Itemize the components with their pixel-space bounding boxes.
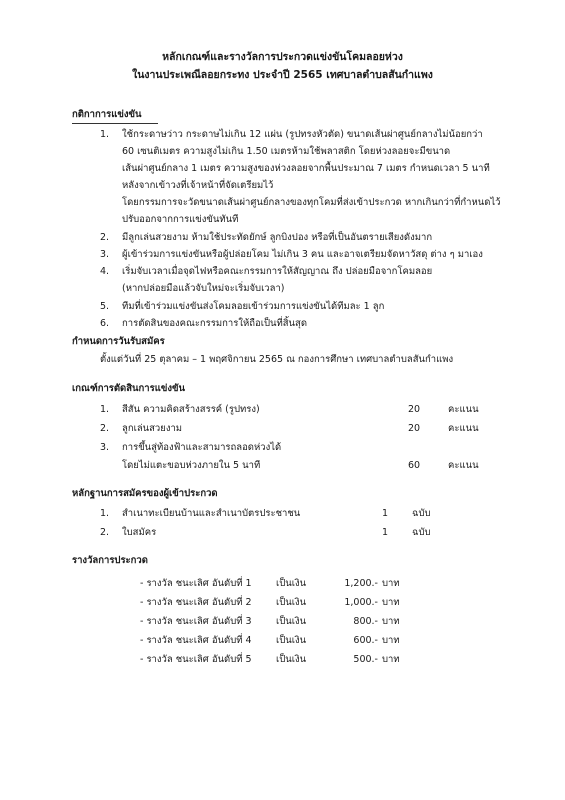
rule-5-line-1: ทีมที่เข้าร่วมแข่งขันส่งโคมลอยเข้าร่วมการแข่งขันได้ทีมละ 1 ลูก (122, 301, 385, 312)
rule-3-number: 3. (100, 249, 110, 260)
rules-heading-underline (72, 123, 158, 124)
rule-1-number: 1. (100, 129, 110, 140)
document-2-label: ใบสมัคร (122, 527, 157, 538)
rule-3-line-1: ผู้เข้าร่วมการแข่งขันหรือผู้ปล่อยโคม ไม่เกิน 3 คน และอาจเตรียมจัดหาวัสดุ ต่าง ๆ มาเอง (122, 249, 483, 260)
rule-1-line-3: เส้นผ่าศูนย์กลาง 1 เมตร ความสูงของห่วงลอยจากพื้นประมาณ 7 เมตร กำหนดเวลา 5 นาที (122, 163, 490, 174)
application-heading: กำหนดการวันรับสมัคร (72, 336, 165, 347)
criteria-2-unit: คะแนน (448, 423, 479, 434)
document-2-number: 2. (100, 527, 110, 538)
prizes-heading: รางวัลการประกวด (72, 555, 148, 566)
criteria-1-score: 20 (408, 404, 421, 415)
documents-heading: หลักฐานการสมัครของผู้เข้าประกวด (72, 488, 218, 499)
criteria-1-unit: คะแนน (448, 404, 479, 415)
criteria-heading: เกณฑ์การตัดสินการแข่งขัน (72, 383, 185, 394)
prize-3-unit: บาท (382, 616, 400, 627)
prize-2-label: - รางวัล ชนะเลิศ อันดับที่ 2 (140, 597, 252, 608)
prize-3-money: เป็นเงิน (276, 616, 307, 627)
criteria-2-number: 2. (100, 423, 110, 434)
prize-5-label: - รางวัล ชนะเลิศ อันดับที่ 5 (140, 654, 252, 665)
rule-1-line-2: 60 เซนติเมตร ความสูงไม่เกิน 1.50 เมตรห้ามใช้พลาสติก โดยห่วงลอยจะมีขนาด (122, 146, 451, 157)
rule-1-line-4: หลังจากเข้าวงที่เจ้าหน้าที่จัดเตรียมไว้ (122, 180, 274, 191)
rule-6-line-1: การตัดสินของคณะกรรมการให้ถือเป็นที่สิ้นสุด (122, 318, 307, 329)
prize-2-unit: บาท (382, 597, 400, 608)
prize-1-unit: บาท (382, 578, 400, 589)
prize-4-unit: บาท (382, 635, 400, 646)
prize-1-money: เป็นเงิน (276, 578, 307, 589)
rule-1-line-1: ใช้กระดาษว่าว กระดาษไม่เกิน 12 แผ่น (รูปทรงหัวตัด) ขนาดเส้นผ่าศูนย์กลางไม่น้อยกว่า (122, 129, 483, 140)
criteria-3-line-2: โดยไม่แตะขอบห่วงภายใน 5 นาที (122, 460, 261, 471)
document-title-line-2: ในงานประเพณีลอยกระทง ประจำปี 2565 เทศบาลตำบลสันกำแพง (132, 69, 433, 81)
rules-heading: กติกาการแข่งขัน (72, 109, 142, 120)
prize-5-money: เป็นเงิน (276, 654, 307, 665)
prize-1-amount: 1,200.- (344, 578, 378, 589)
prize-5-amount: 500.- (353, 654, 378, 665)
document-1-unit: ฉบับ (412, 508, 431, 519)
rule-5-number: 5. (100, 301, 110, 312)
document-title-line-1: หลักเกณฑ์และรางวัลการประกวดแข่งขันโคมลอยห่วง (162, 51, 403, 63)
rule-1-line-5: โดยกรรมการจะวัดขนาดเส้นผ่าศูนย์กลางของทุกโคมที่ส่งเข้าประกวด หากเกินกว่าที่กำหนดไว้ (122, 197, 501, 208)
document-1-number: 1. (100, 508, 110, 519)
rule-4-number: 4. (100, 266, 110, 277)
rule-2-number: 2. (100, 232, 110, 243)
prize-2-amount: 1,000.- (344, 597, 378, 608)
prize-4-label: - รางวัล ชนะเลิศ อันดับที่ 4 (140, 635, 252, 646)
criteria-3-unit: คะแนน (448, 460, 479, 471)
rule-4-line-1: เริ่มจับเวลาเมื่อจุดไฟหรือคณะกรรมการให้สัญญาณ ถึง ปล่อยมือจากโคมลอย (122, 266, 433, 277)
rule-6-number: 6. (100, 318, 110, 329)
prize-4-amount: 600.- (353, 635, 378, 646)
document-1-qty: 1 (382, 508, 389, 519)
prize-1-label: - รางวัล ชนะเลิศ อันดับที่ 1 (140, 578, 252, 589)
criteria-1-label: สีสัน ความคิดสร้างสรรค์ (รูปทรง) (122, 404, 260, 415)
application-period-text: ตั้งแต่วันที่ 25 ตุลาคม – 1 พฤศจิกายน 2565 ณ กองการศึกษา เทศบาลตำบลสันกำแพง (100, 354, 454, 365)
prize-4-money: เป็นเงิน (276, 635, 307, 646)
prize-3-label: - รางวัล ชนะเลิศ อันดับที่ 3 (140, 616, 252, 627)
criteria-3-score: 60 (408, 460, 421, 471)
rule-4-line-2: (หากปล่อยมือแล้วจับใหม่จะเริ่มจับเวลา) (122, 283, 285, 294)
document-1-label: สำเนาทะเบียนบ้านและสำเนาบัตรประชาชน (122, 508, 301, 519)
rule-2-line-1: มีลูกเล่นสวยงาม ห้ามใช้ประทัดยักษ์ ลูกบิงปอง หรือที่เป็นอันตรายเสียงดังมาก (122, 232, 433, 243)
criteria-3-number: 3. (100, 442, 110, 453)
criteria-2-score: 20 (408, 423, 421, 434)
criteria-3-line-1: การขึ้นสู่ท้องฟ้าและสามารถลอดห่วงได้ (122, 442, 282, 453)
prize-2-money: เป็นเงิน (276, 597, 307, 608)
rule-1-line-6: ปรับออกจากการแข่งขันทันที (122, 214, 239, 225)
document-2-unit: ฉบับ (412, 527, 431, 538)
criteria-1-number: 1. (100, 404, 110, 415)
criteria-2-label: ลูกเล่นสวยงาม (122, 423, 183, 434)
document-2-qty: 1 (382, 527, 389, 538)
prize-3-amount: 800.- (353, 616, 378, 627)
prize-5-unit: บาท (382, 654, 400, 665)
